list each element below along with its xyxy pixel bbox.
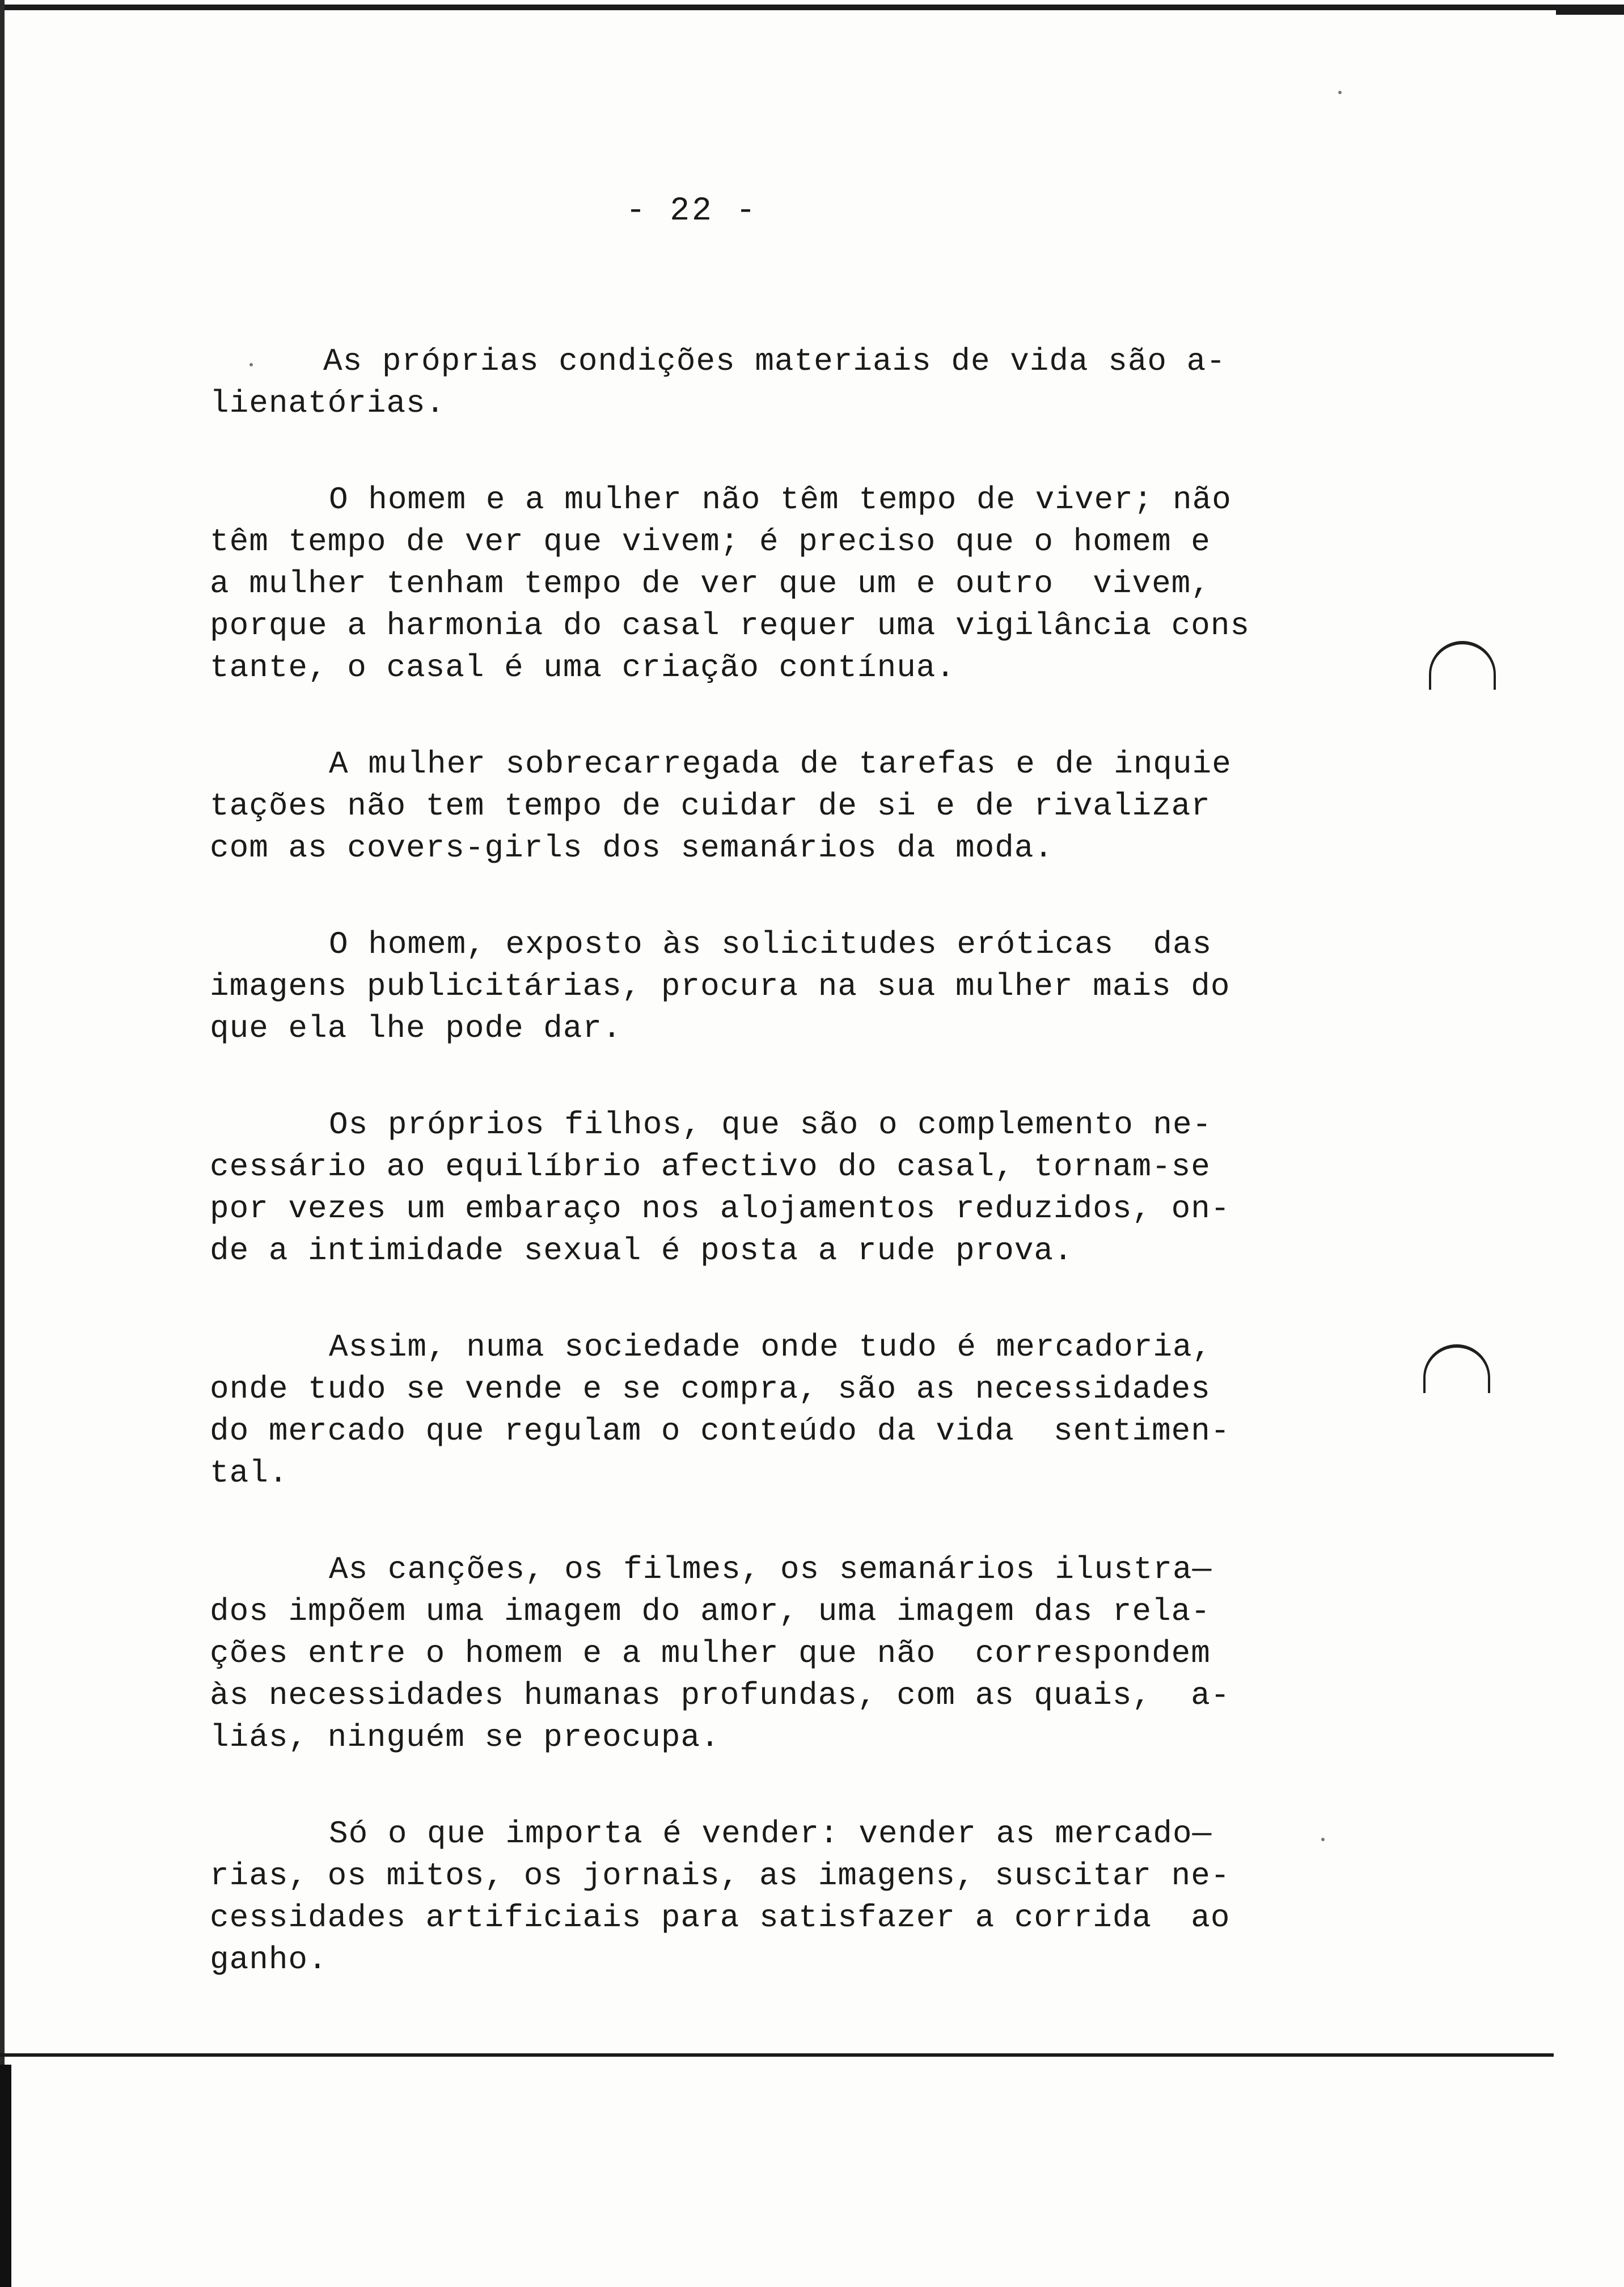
body-text [210,340,1276,2035]
text-line: tal. [210,1455,289,1491]
text-line: ganho. [210,1942,328,1978]
text-line: Os próprios filhos, que são o complemento ne- [329,1107,1212,1143]
paragraph [210,340,1276,424]
text-line: ções entre o homem e a mulher que não correspondem [210,1635,1211,1672]
top-border-corner [1556,7,1624,15]
paragraph [210,1813,1276,1981]
text-line: às necessidades humanas profundas, com as quais, a- [210,1677,1230,1714]
paper-speck [1338,91,1342,94]
text-line: tante, o casal é uma criação contínua. [210,649,956,686]
text-line: do mercado que regulam o conteúdo da vida sentimen- [210,1413,1230,1449]
paragraph [210,923,1276,1049]
top-border-line [0,5,1624,10]
text-line: têm tempo de ver que vivem; é preciso que o homem e [210,524,1211,560]
left-border-mark [0,2065,11,2287]
paragraph [210,1548,1276,1758]
text-line: tações não tem tempo de cuidar de si e de rivalizar [210,788,1211,824]
text-line: lienatórias. [210,385,446,421]
text-line: rias, os mitos, os jornais, as imagens, suscitar ne- [210,1858,1230,1894]
binder-hole-icon [1423,1344,1490,1393]
paper-speck [1321,1838,1325,1841]
text-line: onde tudo se vende e se compra, são as necessidades [210,1371,1211,1407]
text-line: que ela lhe pode dar. [210,1010,622,1047]
text-line: com as covers-girls dos semanários da moda. [210,830,1054,866]
text-line: cessidades artificiais para satisfazer a corrida ao [210,1900,1230,1936]
page-number: - 22 - [625,193,758,230]
binder-hole-icon [1429,641,1496,690]
text-line: por vezes um embaraço nos alojamentos reduzidos, on- [210,1191,1230,1227]
text-line: dos impõem uma imagem do amor, uma imagem das rela- [210,1593,1211,1630]
text-line: cessário ao equilíbrio afectivo do casal, tornam-se [210,1149,1211,1185]
text-line: As próprias condições materiais de vida são a- [323,343,1226,379]
text-line: A mulher sobrecarregada de tarefas e de inquie [329,746,1232,782]
text-line: imagens publicitárias, procura na sua mulher mais do [210,968,1230,1005]
text-line: Assim, numa sociedade onde tudo é mercadoria, [329,1329,1212,1365]
left-border-line [0,0,5,2287]
bottom-border-line [0,2053,1554,2057]
paragraph [210,743,1276,869]
paragraph [210,1326,1276,1494]
text-line: liás, ninguém se preocupa. [210,1719,720,1756]
text-line: a mulher tenham tempo de ver que um e outro vivem, [210,566,1211,602]
paragraph [210,479,1276,689]
text-line: de a intimidade sexual é posta a rude prova. [210,1233,1073,1269]
text-line: As canções, os filmes, os semanários ilustra— [329,1551,1212,1588]
paragraph [210,1104,1276,1272]
text-line: Só o que importa é vender: vender as mercado— [329,1816,1212,1852]
text-line: O homem, exposto às solicitudes eróticas das [329,926,1212,963]
text-line: O homem e a mulher não têm tempo de viver; não [329,482,1232,518]
text-line: porque a harmonia do casal requer uma vigilância cons [210,607,1250,644]
